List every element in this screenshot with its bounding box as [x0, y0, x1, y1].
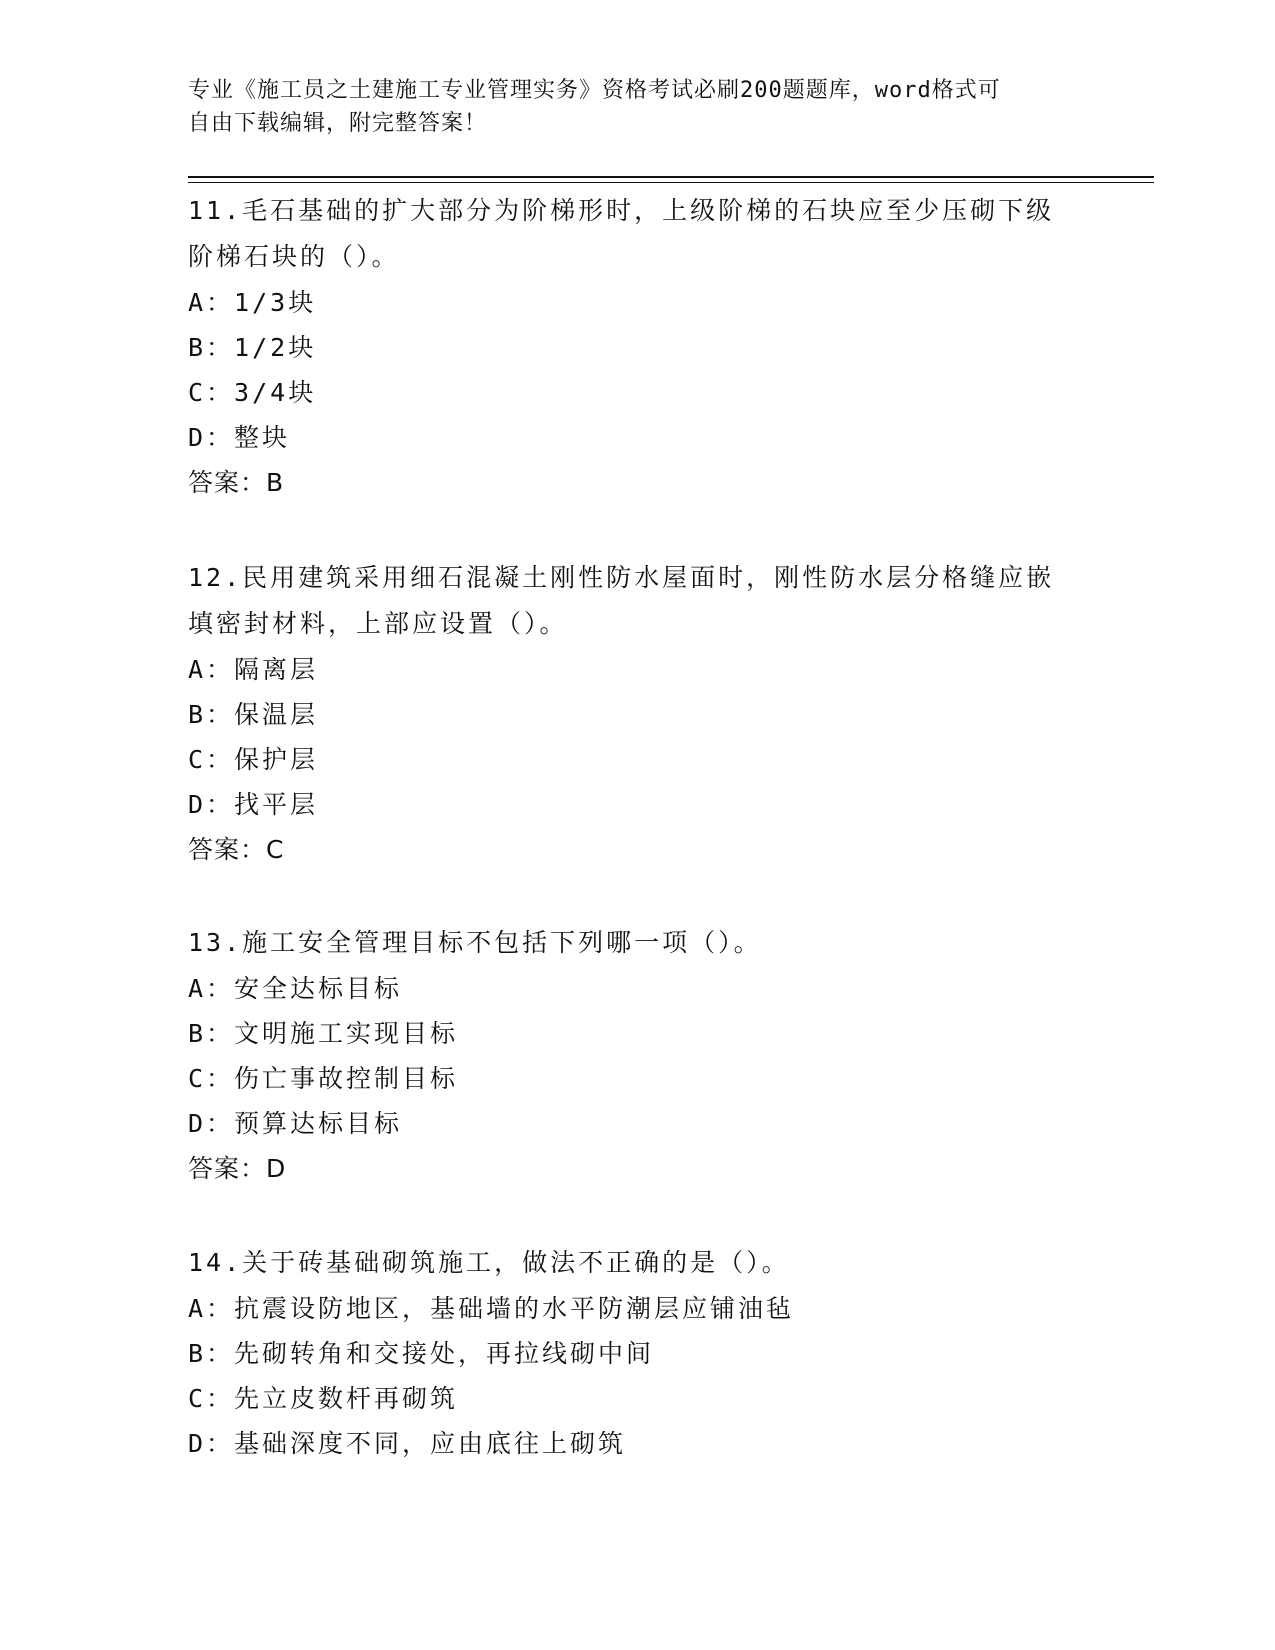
header-divider-thin	[188, 182, 1154, 183]
option-c: C：伤亡事故控制目标	[188, 1064, 459, 1093]
option-a: A：隔离层	[188, 655, 319, 684]
option-a: A：安全达标目标	[188, 974, 403, 1003]
option-d: D：整块	[188, 423, 291, 452]
header-line-2: 自由下载编辑，附完整答案！	[188, 111, 488, 136]
question-13	[188, 920, 1088, 1192]
option-c: C：保护层	[188, 745, 319, 774]
option-c: C：3/4块	[188, 378, 317, 407]
question-12	[188, 555, 1088, 873]
answer: 答案：B	[188, 468, 285, 497]
answer: 答案：D	[188, 1154, 287, 1183]
answer: 答案：C	[188, 835, 285, 864]
header-line-1: 专业《施工员之土建施工专业管理实务》资格考试必刷200题题库，word格式可	[188, 78, 1001, 103]
question-14	[188, 1240, 1088, 1466]
option-d: D：基础深度不同，应由底往上砌筑	[188, 1429, 627, 1458]
option-d: D：预算达标目标	[188, 1109, 403, 1138]
option-b: B：1/2块	[188, 333, 317, 362]
option-d: D：找平层	[188, 790, 319, 819]
question-stem: 12.民用建筑采用细石混凝土刚性防水屋面时，刚性防水层分格缝应嵌	[188, 563, 1055, 592]
question-stem-continued: 阶梯石块的（）。	[188, 242, 400, 271]
question-stem: 14.关于砖基础砌筑施工，做法不正确的是（）。	[188, 1248, 790, 1277]
option-a: A：1/3块	[188, 288, 317, 317]
question-stem-continued: 填密封材料，上部应设置（）。	[188, 609, 568, 638]
option-b: B：先砌转角和交接处，再拉线砌中间	[188, 1339, 655, 1368]
question-11	[188, 188, 1088, 506]
option-b: B：文明施工实现目标	[188, 1019, 459, 1048]
question-stem: 11.毛石基础的扩大部分为阶梯形时，上级阶梯的石块应至少压砌下级	[188, 196, 1055, 225]
option-c: C：先立皮数杆再砌筑	[188, 1384, 459, 1413]
question-stem: 13.施工安全管理目标不包括下列哪一项（）。	[188, 928, 762, 957]
document-header	[188, 74, 1068, 140]
header-divider-thick	[188, 176, 1154, 178]
option-a: A：抗震设防地区，基础墙的水平防潮层应铺油毡	[188, 1294, 795, 1323]
option-b: B：保温层	[188, 700, 319, 729]
